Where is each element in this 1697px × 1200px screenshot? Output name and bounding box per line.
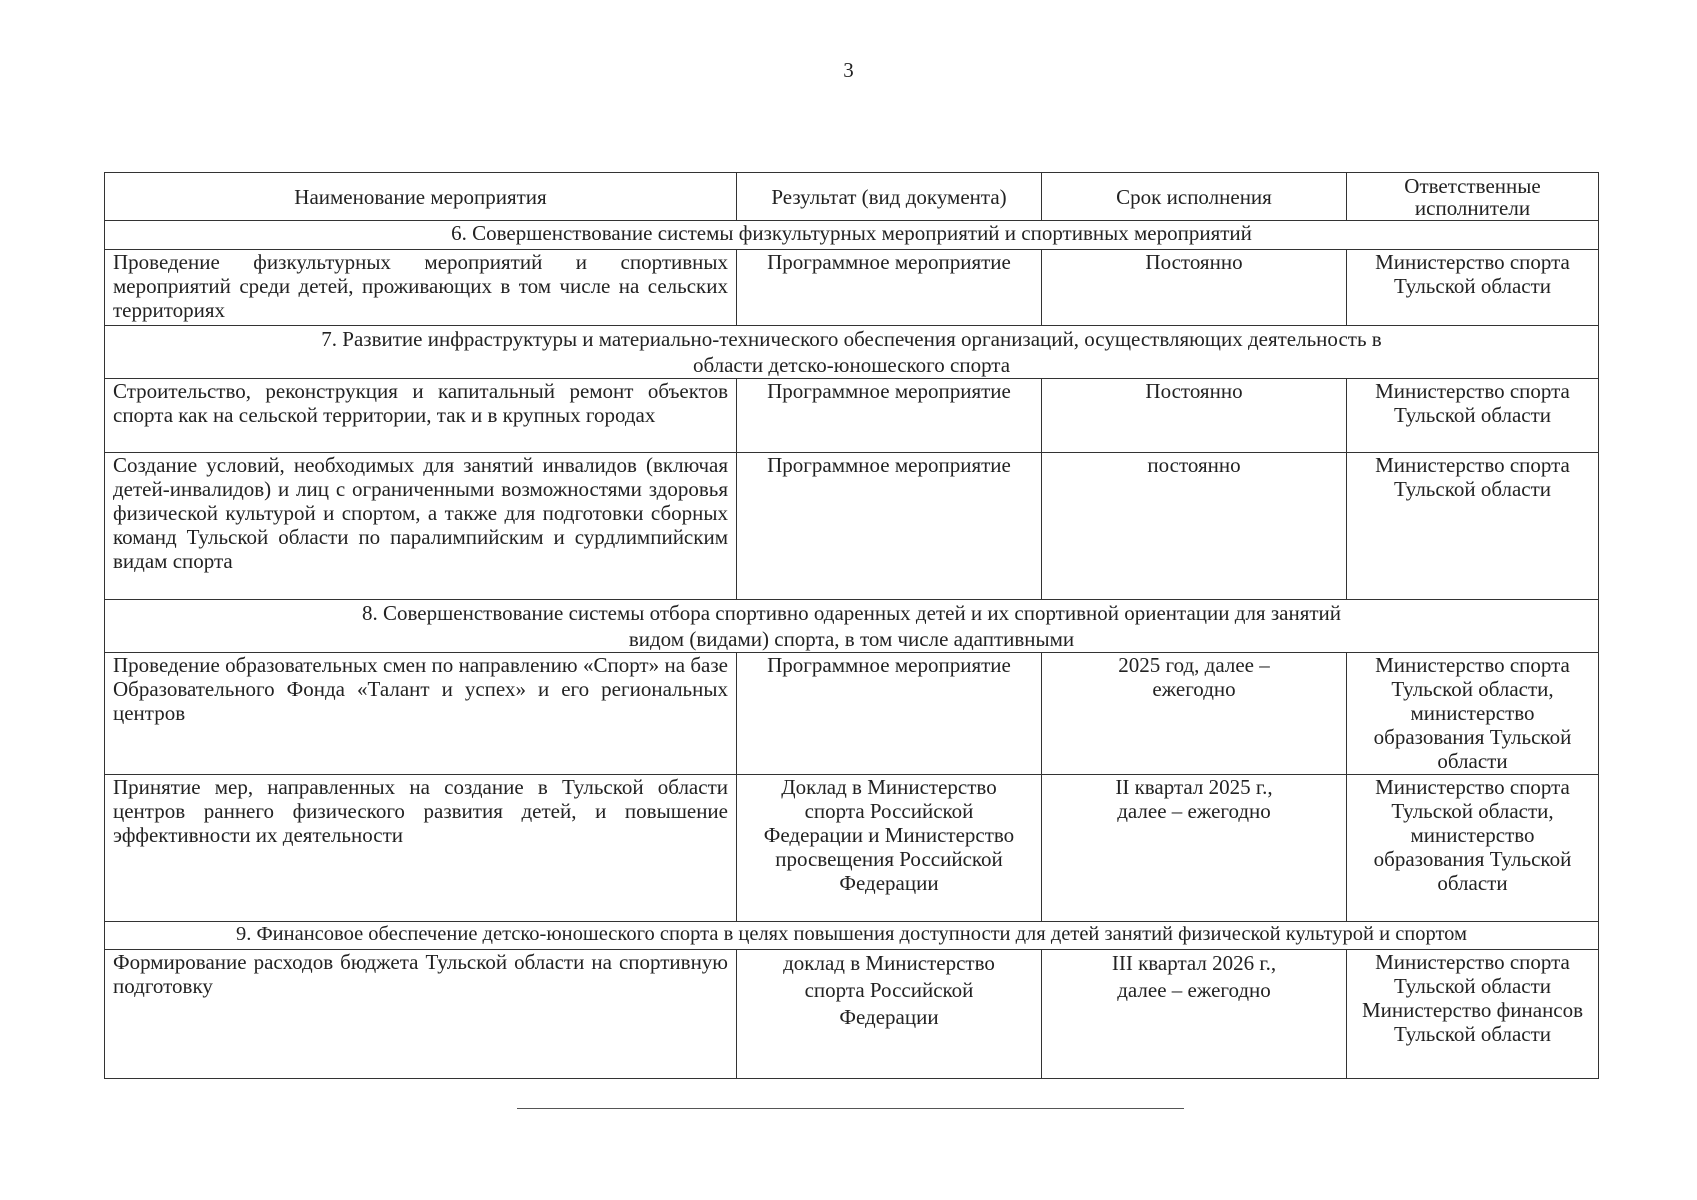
measure-name: Формирование расходов бюджета Тульской области на спортивную подготовку [105, 950, 737, 1079]
section-title: 8. Совершенствование системы отбора спортивно одаренных детей и их спортивной ориентации для занятий видом (видами) спорта, в том числе адаптивными [105, 600, 1599, 653]
measure-responsible: Министерство спорта Тульской области Министерство финансов Тульской области [1347, 950, 1599, 1079]
table-row [105, 379, 1599, 453]
measure-term: III квартал 2026 г., далее – ежегодно [1042, 950, 1347, 1079]
measure-name: Проведение образовательных смен по направлению «Спорт» на базе Образовательного Фонда «Талант и успех» и его региональных центров [105, 653, 737, 775]
measure-name: Проведение физкультурных мероприятий и спортивных мероприятий среди детей, проживающих в том числе на сельских территориях [105, 250, 737, 326]
plan-table [104, 172, 1599, 1079]
header-responsible: Ответственные исполнители [1347, 173, 1599, 221]
section-row-7 [105, 326, 1599, 379]
measure-result: Программное мероприятие [737, 379, 1042, 453]
table-header-row [105, 173, 1599, 221]
measure-term: постоянно [1042, 453, 1347, 600]
measure-result: Доклад в Министерство спорта Российской Федерации и Министерство просвещения Российской Федерации [737, 775, 1042, 922]
table-row [105, 250, 1599, 326]
measure-responsible: Министерство спорта Тульской области [1347, 250, 1599, 326]
measure-term: II квартал 2025 г., далее – ежегодно [1042, 775, 1347, 922]
section-row-6 [105, 221, 1599, 250]
page-number: 3 [843, 58, 854, 82]
measure-result: Программное мероприятие [737, 453, 1042, 600]
section-title: 9. Финансовое обеспечение детско-юношеского спорта в целях повышения доступности для детей занятий физической культурой и спортом [105, 922, 1599, 950]
measure-term: Постоянно [1042, 250, 1347, 326]
footer-rule [517, 1108, 1184, 1109]
measure-term: 2025 год, далее – ежегодно [1042, 653, 1347, 775]
measure-responsible: Министерство спорта Тульской области [1347, 379, 1599, 453]
header-result: Результат (вид документа) [737, 173, 1042, 221]
measure-result: Программное мероприятие [737, 653, 1042, 775]
table-row [105, 653, 1599, 775]
measure-result: доклад в Министерство спорта Российской Федерации [737, 950, 1042, 1079]
table-row [105, 775, 1599, 922]
measure-name: Создание условий, необходимых для занятий инвалидов (включая детей-инвалидов) и лиц с ограниченными возможностями здоровья физической культурой и спортом, а также для подготовки сборных команд Тульской области по паралимпийским и сурдлимпийским видам спорта [105, 453, 737, 600]
measure-responsible: Министерство спорта Тульской области, министерство образования Тульской области [1347, 775, 1599, 922]
section-title: 6. Совершенствование системы физкультурных мероприятий и спортивных мероприятий [105, 221, 1599, 250]
table-row [105, 453, 1599, 600]
header-name: Наименование мероприятия [105, 173, 737, 221]
header-term: Срок исполнения [1042, 173, 1347, 221]
measure-name: Строительство, реконструкция и капитальный ремонт объектов спорта как на сельской территории, так и в крупных городах [105, 379, 737, 453]
section-row-9 [105, 922, 1599, 950]
section-row-8 [105, 600, 1599, 653]
measure-responsible: Министерство спорта Тульской области, министерство образования Тульской области [1347, 653, 1599, 775]
measure-responsible: Министерство спорта Тульской области [1347, 453, 1599, 600]
section-title: 7. Развитие инфраструктуры и материально-технического обеспечения организаций, осуществляющих деятельность в области детско-юношеского спорта [105, 326, 1599, 379]
measure-name: Принятие мер, направленных на создание в Тульской области центров раннего физического развития детей, и повышение эффективности их деятельности [105, 775, 737, 922]
measure-term: Постоянно [1042, 379, 1347, 453]
measure-result: Программное мероприятие [737, 250, 1042, 326]
table-row [105, 950, 1599, 1079]
